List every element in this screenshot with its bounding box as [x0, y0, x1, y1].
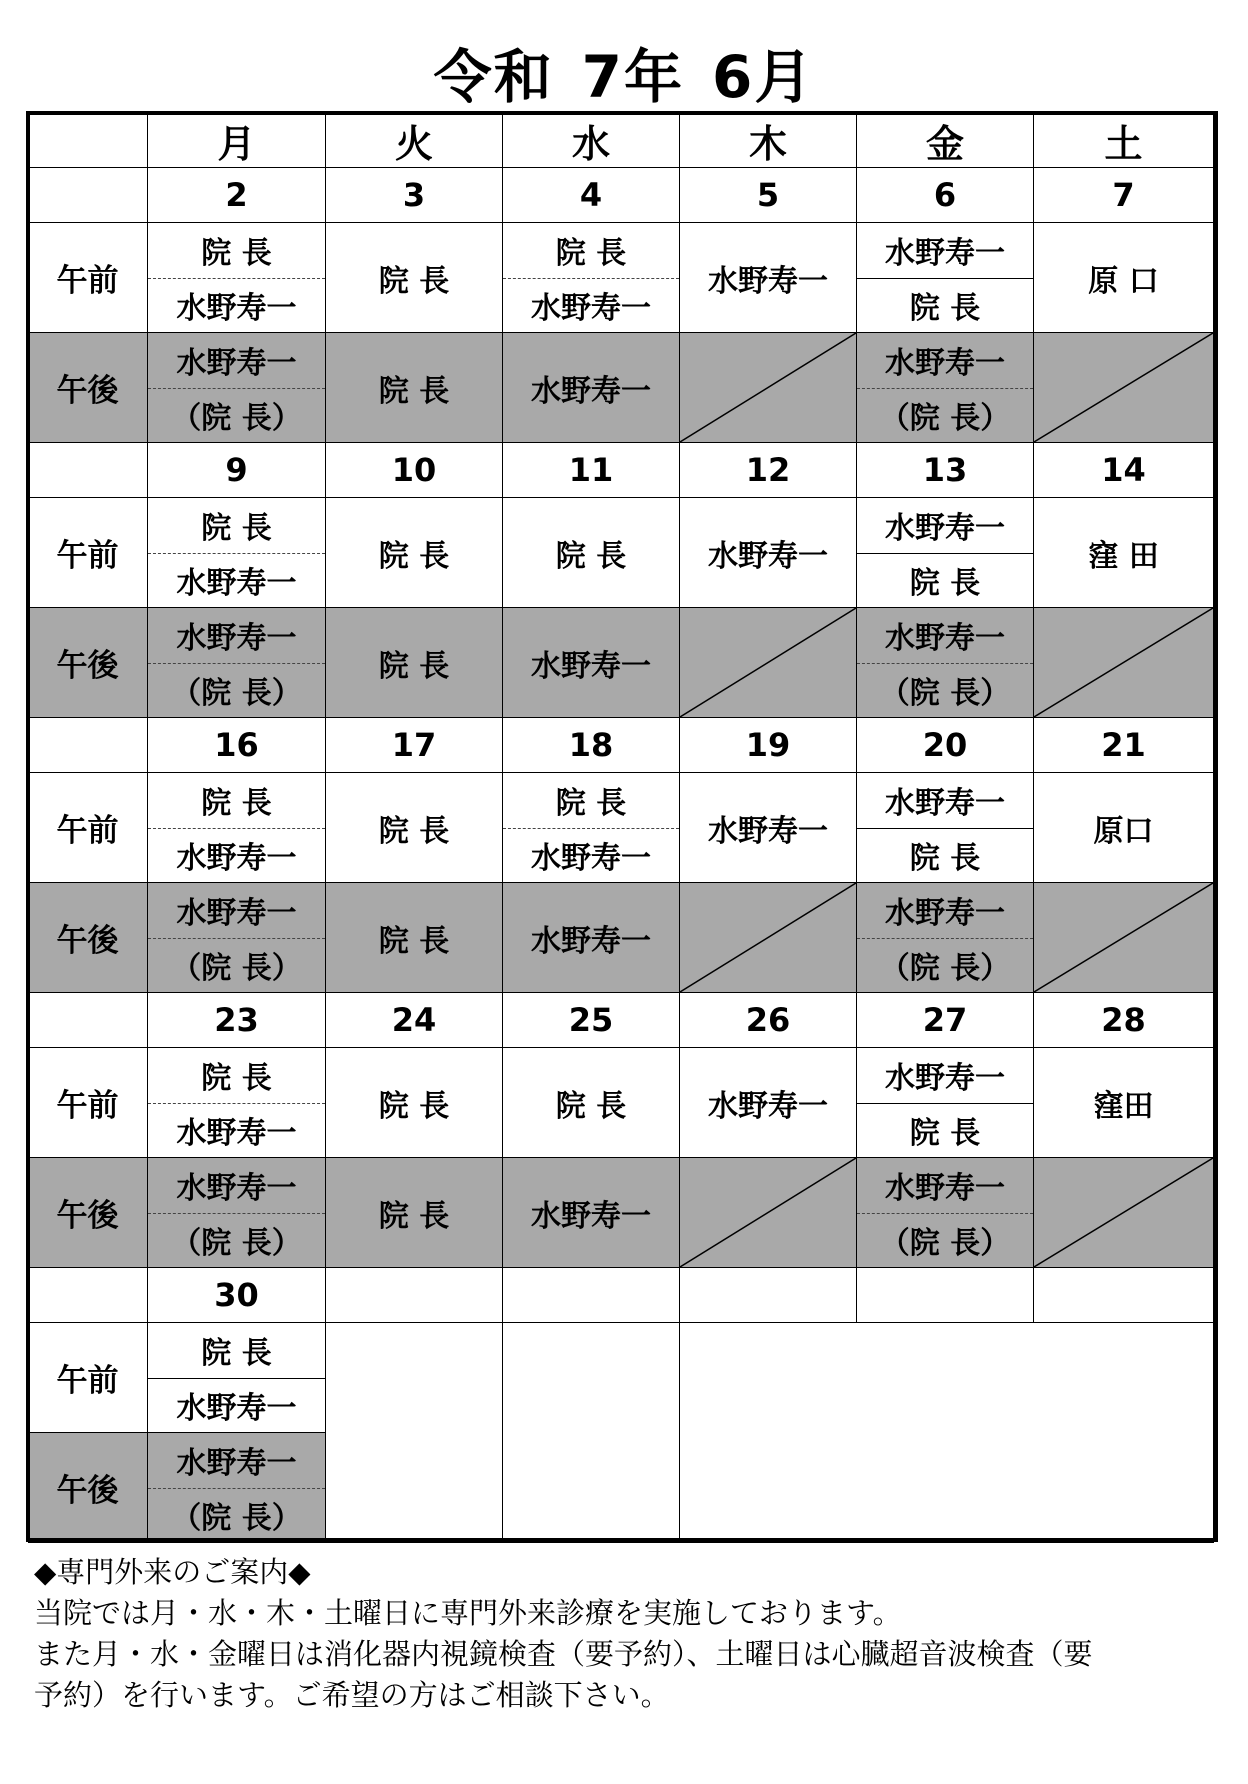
- doctor-name-bottom: （院 長）: [879, 950, 1011, 986]
- closed-slash-icon: [1034, 1158, 1213, 1267]
- doctor-name-bottom: 院 長: [909, 290, 981, 326]
- doctor-name-bottom: 水野寿一: [531, 290, 651, 326]
- pm-slot: [503, 333, 680, 443]
- pm-slot: [148, 883, 326, 993]
- date-cell: 21: [1034, 718, 1214, 773]
- notes-heading: ◆専門外来のご案内◆: [34, 1555, 311, 1589]
- doctor-name-top: 院 長: [148, 773, 325, 829]
- am-slot: [857, 498, 1034, 608]
- doctor-name-top: 院 長: [503, 223, 679, 279]
- doctor-name-bottom: 水野寿一: [176, 1115, 297, 1151]
- doctor-name: 院 長: [555, 1088, 627, 1124]
- pm-slot: [503, 608, 680, 718]
- doctor-name-bottom: 院 長: [909, 565, 981, 601]
- pm-label: 午後: [28, 883, 148, 993]
- title-era: 令和: [433, 43, 554, 111]
- date-cell: [326, 1268, 503, 1323]
- pm-slot: [680, 883, 857, 993]
- closed-slash-icon: [680, 608, 856, 717]
- date-cell: 24: [326, 993, 503, 1048]
- doctor-name-bottom: （院 長）: [171, 950, 302, 986]
- doctor-name: 院 長: [378, 538, 450, 574]
- doctor-name-bottom: 院 長: [909, 840, 981, 876]
- date-cell: 10: [326, 443, 503, 498]
- date-cell: 25: [503, 993, 680, 1048]
- weekday-header: 金: [857, 113, 1034, 168]
- pm-slot: [148, 333, 326, 443]
- doctor-name-top: 水野寿一: [857, 1048, 1033, 1104]
- pm-slot: [857, 1158, 1034, 1268]
- am-slot: [326, 223, 503, 333]
- am-slot: [148, 223, 326, 333]
- doctor-name-top: 水野寿一: [148, 1158, 325, 1214]
- date-cell: 30: [148, 1268, 326, 1323]
- notes-line: 当院では月・水・木・土曜日に専門外来診療を実施しております。: [34, 1596, 902, 1630]
- am-slot: [503, 498, 680, 608]
- am-slot: [1034, 1048, 1214, 1158]
- pm-label: 午後: [28, 1158, 148, 1268]
- doctor-name: 院 長: [378, 813, 450, 849]
- empty-cell: [326, 1323, 503, 1543]
- doctor-name-top: 水野寿一: [148, 608, 325, 664]
- doctor-name-bottom: （院 長）: [171, 1500, 302, 1536]
- date-cell: 23: [148, 993, 326, 1048]
- am-slot: [148, 1323, 326, 1433]
- doctor-name-top: 水野寿一: [857, 608, 1033, 664]
- date-cell: 26: [680, 993, 857, 1048]
- date-cell: [680, 1268, 857, 1323]
- doctor-name-top: 水野寿一: [148, 883, 325, 939]
- doctor-name: 院 長: [378, 923, 450, 959]
- am-label: 午前: [28, 498, 148, 608]
- empty-cell: [503, 1323, 680, 1543]
- date-cell: 6: [857, 168, 1034, 223]
- notes-line: また月・水・金曜日は消化器内視鏡検査（要予約）、土曜日は心臓超音波検査（要: [34, 1637, 1093, 1671]
- pm-slot: [503, 1158, 680, 1268]
- doctor-name-top: 水野寿一: [148, 333, 325, 389]
- date-row-label: [28, 993, 148, 1048]
- closed-slash-icon: [680, 883, 856, 992]
- pm-slot: [857, 333, 1034, 443]
- doctor-name-top: 水野寿一: [857, 223, 1033, 279]
- doctor-name: 水野寿一: [708, 538, 828, 574]
- doctor-name: 水野寿一: [708, 263, 828, 299]
- date-row-label: [28, 1268, 148, 1323]
- doctor-name: 窪田: [1093, 1088, 1154, 1124]
- date-cell: 16: [148, 718, 326, 773]
- doctor-name-top: 院 長: [148, 223, 325, 279]
- am-slot: [503, 773, 680, 883]
- am-slot: [148, 1048, 326, 1158]
- am-slot: [857, 1048, 1034, 1158]
- doctor-name-bottom: 水野寿一: [176, 565, 297, 601]
- date-cell: 2: [148, 168, 326, 223]
- weekday-header: 火: [326, 113, 503, 168]
- pm-slot: [148, 608, 326, 718]
- doctor-name: 原口: [1093, 813, 1154, 849]
- doctor-name-top: 水野寿一: [857, 333, 1033, 389]
- doctor-name: 水野寿一: [531, 1198, 651, 1234]
- am-slot: [148, 498, 326, 608]
- am-slot: [1034, 498, 1214, 608]
- am-slot: [680, 498, 857, 608]
- doctor-name: 院 長: [378, 648, 450, 684]
- date-cell: 19: [680, 718, 857, 773]
- doctor-name: 水野寿一: [531, 373, 651, 409]
- date-cell: 9: [148, 443, 326, 498]
- am-slot: [326, 773, 503, 883]
- pm-slot: [1034, 333, 1214, 443]
- pm-slot: [326, 883, 503, 993]
- date-cell: [1034, 1268, 1214, 1323]
- am-label: 午前: [28, 223, 148, 333]
- pm-slot: [680, 333, 857, 443]
- am-slot: [148, 773, 326, 883]
- am-slot: [680, 773, 857, 883]
- date-row-label: [28, 718, 148, 773]
- weekday-header: 水: [503, 113, 680, 168]
- am-slot: [326, 1048, 503, 1158]
- doctor-name-bottom: 院 長: [909, 1115, 981, 1151]
- am-slot: [680, 223, 857, 333]
- am-slot: [1034, 773, 1214, 883]
- pm-slot: [503, 883, 680, 993]
- am-slot: [503, 1048, 680, 1158]
- date-cell: 3: [326, 168, 503, 223]
- pm-slot: [326, 608, 503, 718]
- doctor-name-bottom: （院 長）: [879, 675, 1011, 711]
- doctor-name: 水野寿一: [708, 1088, 828, 1124]
- am-slot: [326, 498, 503, 608]
- doctor-name-bottom: 水野寿一: [531, 840, 651, 876]
- date-cell: 12: [680, 443, 857, 498]
- date-cell: 14: [1034, 443, 1214, 498]
- pm-label: 午後: [28, 333, 148, 443]
- date-cell: [857, 1268, 1034, 1323]
- doctor-name: 院 長: [378, 263, 450, 299]
- date-cell: 11: [503, 443, 680, 498]
- date-cell: 13: [857, 443, 1034, 498]
- doctor-name-top: 院 長: [148, 1323, 325, 1379]
- pm-slot: [148, 1158, 326, 1268]
- doctor-name-top: 院 長: [148, 1048, 325, 1104]
- am-label: 午前: [28, 773, 148, 883]
- doctor-name-top: 院 長: [503, 773, 679, 829]
- notes-line: 予約）を行います。ご希望の方はご相談下さい。: [34, 1678, 670, 1712]
- date-cell: 4: [503, 168, 680, 223]
- doctor-name-bottom: （院 長）: [171, 675, 302, 711]
- date-cell: 5: [680, 168, 857, 223]
- pm-slot: [1034, 883, 1214, 993]
- doctor-name: 水野寿一: [531, 648, 651, 684]
- pm-label: 午後: [28, 1433, 148, 1543]
- pm-slot: [857, 883, 1034, 993]
- date-row-label: [28, 168, 148, 223]
- doctor-name-top: 水野寿一: [857, 773, 1033, 829]
- date-cell: 20: [857, 718, 1034, 773]
- date-cell: 17: [326, 718, 503, 773]
- pm-slot: [1034, 1158, 1214, 1268]
- doctor-name: 院 長: [378, 1198, 450, 1234]
- notes-section: [34, 1552, 1214, 1716]
- weekday-header: 月: [148, 113, 326, 168]
- doctor-name-bottom: （院 長）: [879, 1225, 1011, 1261]
- doctor-name-top: 院 長: [148, 498, 325, 554]
- pm-slot: [680, 608, 857, 718]
- pm-label: 午後: [28, 608, 148, 718]
- doctor-name: 院 長: [378, 373, 450, 409]
- doctor-name: 院 長: [555, 538, 627, 574]
- date-cell: 7: [1034, 168, 1214, 223]
- doctor-name-bottom: （院 長）: [171, 400, 302, 436]
- doctor-name-bottom: 水野寿一: [176, 840, 297, 876]
- doctor-name: 院 長: [378, 1088, 450, 1124]
- pm-slot: [857, 608, 1034, 718]
- date-cell: 28: [1034, 993, 1214, 1048]
- pm-slot: [148, 1433, 326, 1543]
- doctor-name: 水野寿一: [531, 923, 651, 959]
- pm-slot: [326, 333, 503, 443]
- date-cell: 18: [503, 718, 680, 773]
- weekday-header: 土: [1034, 113, 1214, 168]
- doctor-name: 原 口: [1088, 263, 1159, 299]
- doctor-name-top: 水野寿一: [857, 498, 1033, 554]
- doctor-name-bottom: 水野寿一: [176, 1390, 297, 1426]
- pm-slot: [680, 1158, 857, 1268]
- closed-slash-icon: [1034, 333, 1213, 442]
- title-month: 6月: [712, 43, 815, 111]
- am-slot: [680, 1048, 857, 1158]
- doctor-name-bottom: 水野寿一: [176, 290, 297, 326]
- header-corner: [28, 113, 148, 168]
- am-slot: [1034, 223, 1214, 333]
- title-year: 7年: [581, 43, 684, 111]
- am-slot: [503, 223, 680, 333]
- doctor-name-bottom: （院 長）: [171, 1225, 302, 1261]
- empty-cell: [680, 1323, 1214, 1543]
- date-row-label: [28, 443, 148, 498]
- pm-slot: [1034, 608, 1214, 718]
- pm-slot: [326, 1158, 503, 1268]
- closed-slash-icon: [1034, 608, 1213, 717]
- doctor-name: 窪 田: [1088, 538, 1159, 574]
- doctor-name-top: 水野寿一: [857, 883, 1033, 939]
- doctor-name-top: 水野寿一: [857, 1158, 1033, 1214]
- weekday-header: 木: [680, 113, 857, 168]
- date-cell: [503, 1268, 680, 1323]
- am-slot: [857, 773, 1034, 883]
- am-label: 午前: [28, 1323, 148, 1433]
- doctor-name-bottom: （院 長）: [879, 400, 1011, 436]
- closed-slash-icon: [680, 1158, 856, 1267]
- date-cell: 27: [857, 993, 1034, 1048]
- closed-slash-icon: [1034, 883, 1213, 992]
- doctor-name: 水野寿一: [708, 813, 828, 849]
- am-label: 午前: [28, 1048, 148, 1158]
- closed-slash-icon: [680, 333, 856, 442]
- doctor-name-top: 水野寿一: [148, 1433, 325, 1489]
- am-slot: [857, 223, 1034, 333]
